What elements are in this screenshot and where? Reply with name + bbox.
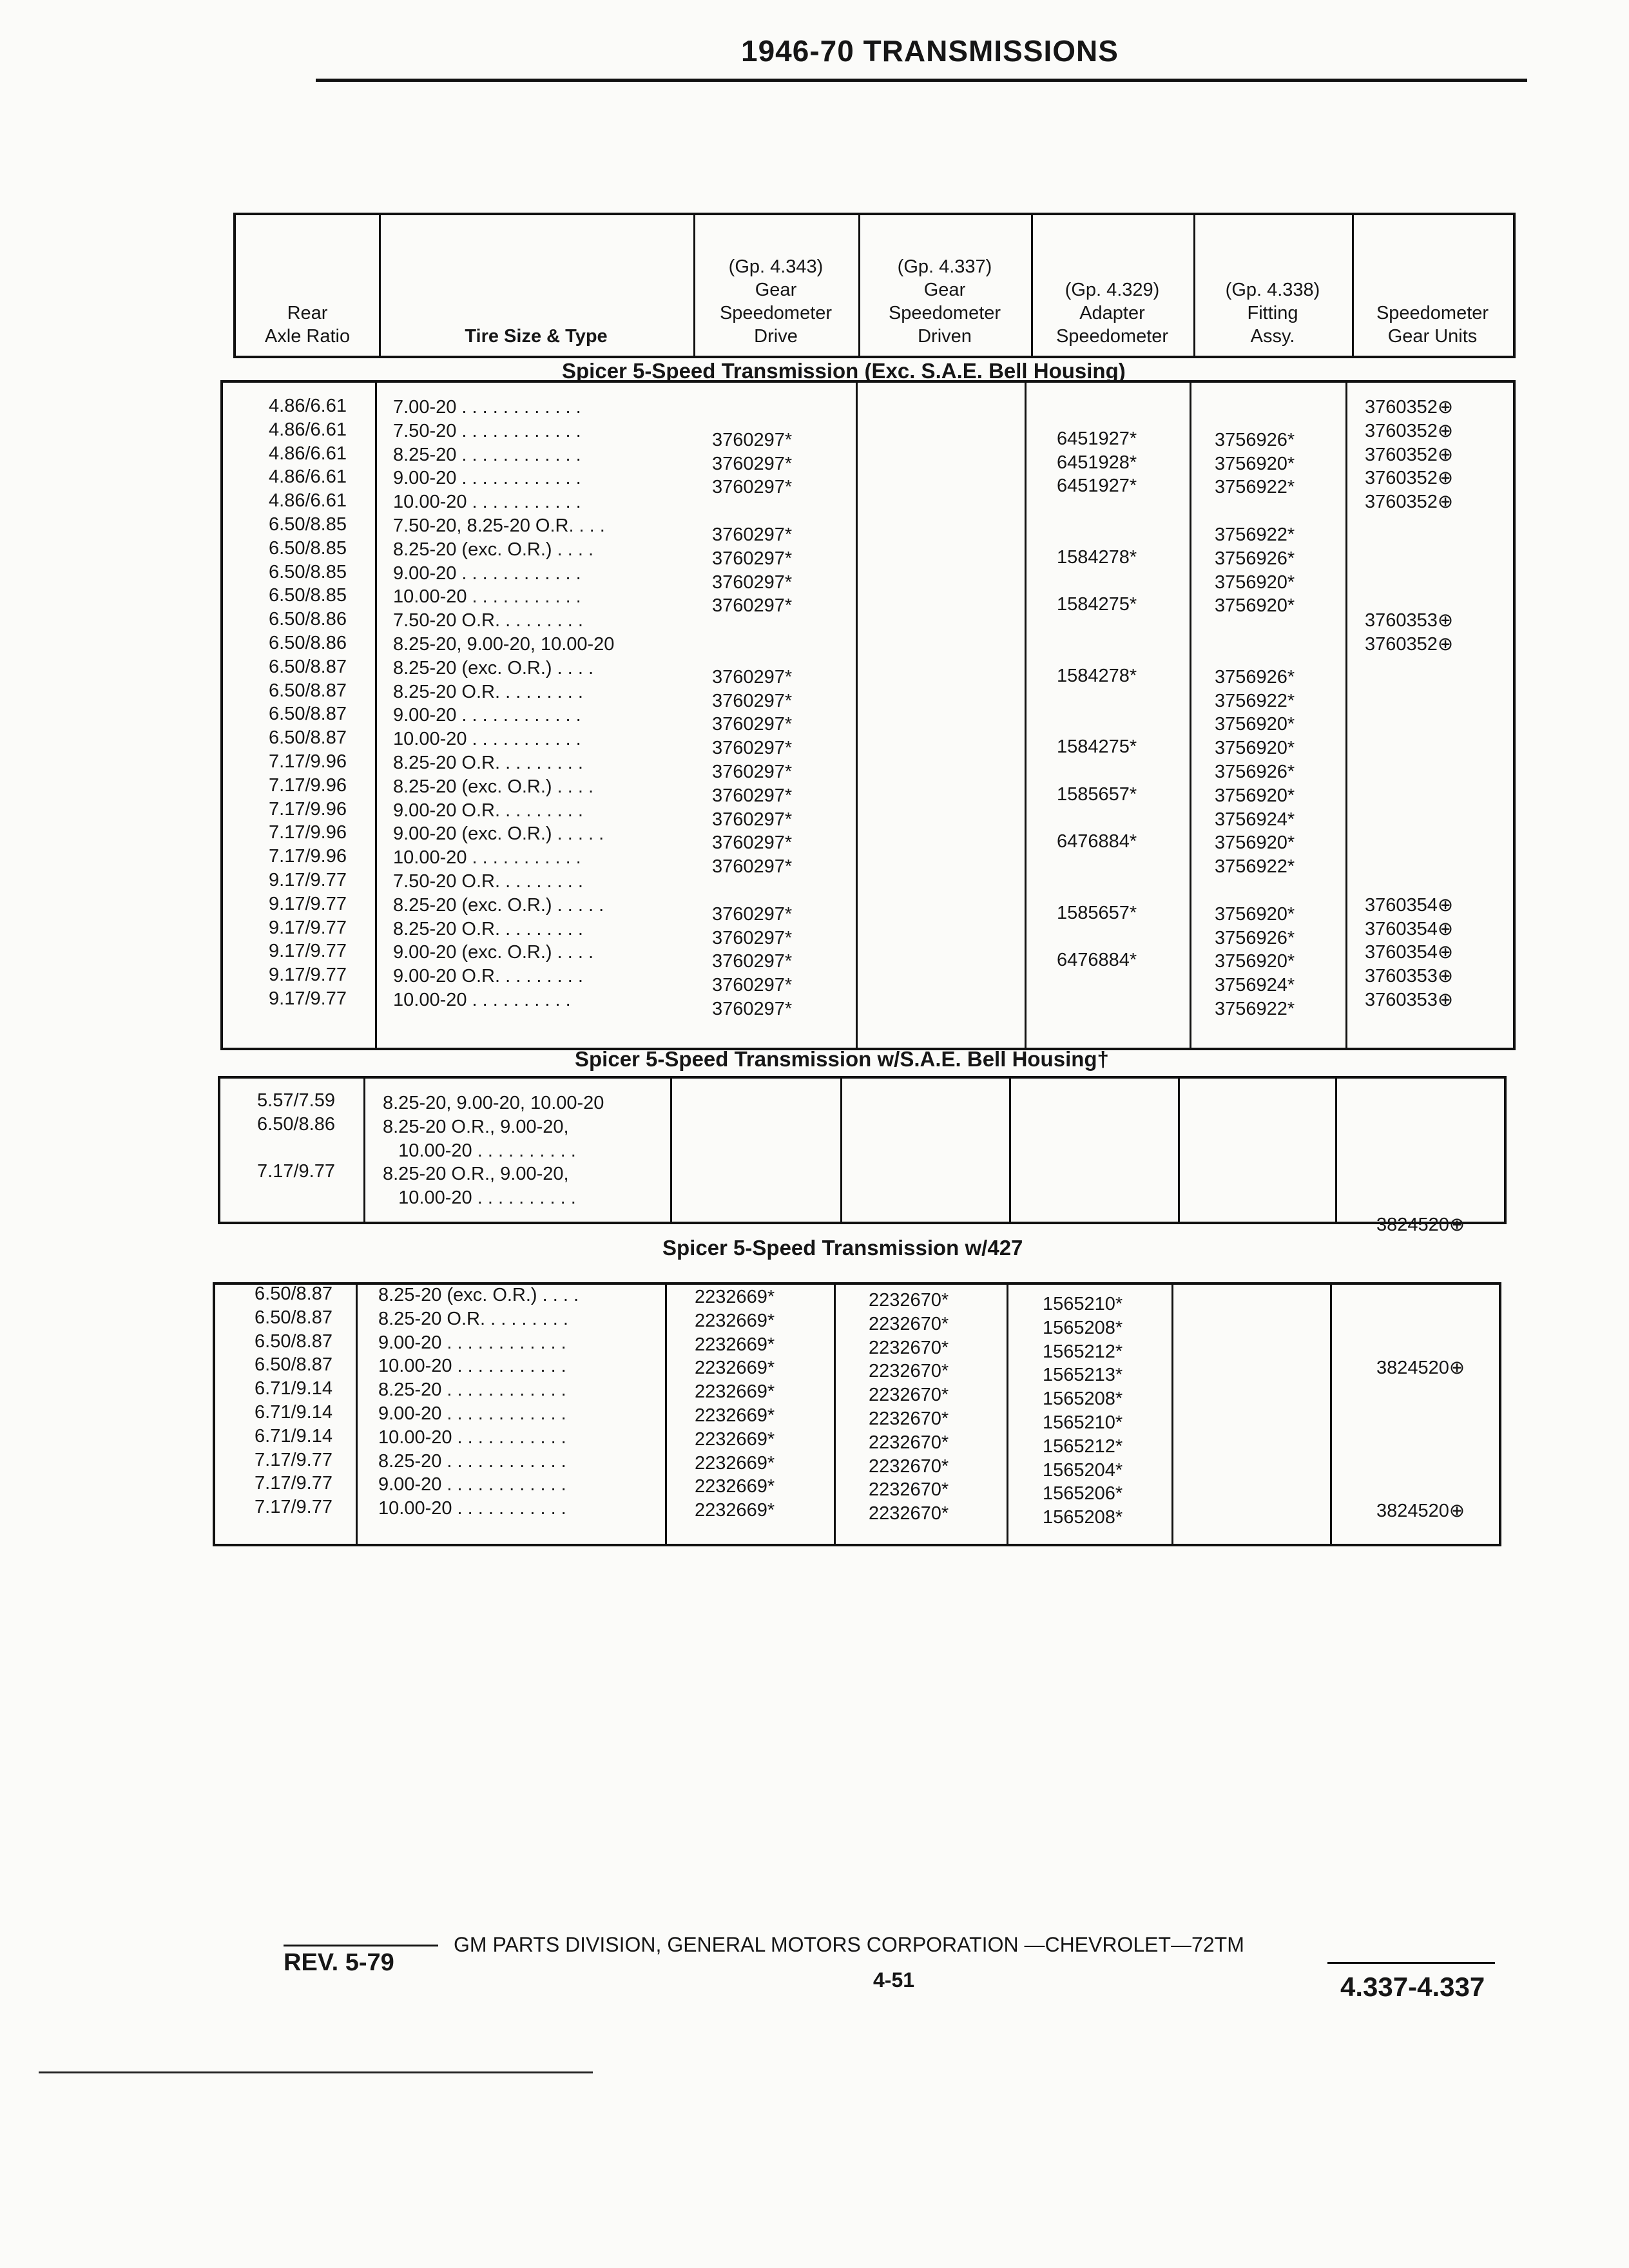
table-cell — [1057, 925, 1137, 949]
table-cell: 2232669* — [695, 1334, 775, 1355]
section-title-1: Spicer 5-Speed Transmission (Exc. S.A.E. Bell Housing) — [562, 359, 1126, 383]
table-cell: 10.00-20 . . . . . . . . . . . — [378, 1427, 566, 1448]
section-3-drive-column — [695, 1285, 775, 1523]
table-cell: 6.50/8.86 — [257, 1113, 335, 1135]
header-fitting: (Gp. 4.338) Fitting Assy. — [1225, 280, 1320, 347]
table-cell — [1057, 854, 1137, 878]
table-cell: 6451927* — [1057, 476, 1137, 497]
table-cell: 3756926* — [1215, 666, 1295, 687]
table-cell — [1057, 617, 1137, 640]
table-cell: 2232669* — [695, 1428, 775, 1450]
table-cell: 3760353⊕ — [1365, 989, 1454, 1010]
table-cell: 1584278* — [1057, 546, 1137, 568]
table-cell: 6.50/8.85 — [269, 561, 347, 582]
table-cell: 7.50-20, 8.25-20 O.R. . . . — [393, 515, 605, 536]
table-cell — [1215, 642, 1295, 666]
table-cell: 9.00-20 (exc. O.R.) . . . . . — [393, 823, 604, 845]
table-cell: 1565208* — [1043, 1507, 1123, 1528]
table-cell: 3760297* — [712, 738, 793, 759]
table-cell — [1057, 403, 1137, 427]
table-cell: 3760297* — [712, 524, 793, 545]
revision-label: REV. 5-79 — [284, 1949, 394, 1976]
table-cell: 8.25-20 O.R. . . . . . . . . — [393, 918, 583, 939]
table-cell — [1057, 711, 1137, 735]
title-rule — [316, 79, 1527, 82]
table-cell — [1057, 498, 1137, 522]
table-cell: 8.25-20 (exc. O.R.) . . . . . — [393, 894, 604, 916]
table-cell: 2232670* — [869, 1432, 949, 1453]
section-1-units-column — [1365, 396, 1453, 1012]
table-cell: 4.86/6.61 — [269, 419, 347, 440]
column-header — [233, 213, 1516, 358]
table-cell — [1365, 562, 1453, 586]
table-cell — [237, 1137, 335, 1160]
table-cell: 4.86/6.61 — [269, 396, 347, 416]
table-cell: 3756922* — [1215, 856, 1295, 878]
table-cell: 10.00-20 . . . . . . . . . . . — [393, 586, 581, 608]
header-rear-axle-ratio: Rear Axle Ratio — [264, 303, 351, 347]
table-cell — [1057, 640, 1137, 664]
table-cell: 7.17/9.77 — [257, 1161, 335, 1182]
table-cell — [1365, 775, 1453, 799]
table-cell: 6.50/8.85 — [269, 585, 347, 606]
table-cell: 1585657* — [1057, 783, 1137, 805]
table-cell: 1565213* — [1043, 1365, 1123, 1386]
table-cell: 10.00-20 . . . . . . . . . . . — [378, 1498, 566, 1519]
table-cell: 9.00-20 . . . . . . . . . . . . — [378, 1474, 566, 1495]
table-cell: 3756922* — [1215, 998, 1295, 1019]
table-cell: 3760297* — [712, 761, 793, 782]
table-cell: 6.50/8.87 — [269, 656, 347, 677]
table-cell: 2232669* — [695, 1381, 775, 1403]
table-cell: 2232670* — [869, 1503, 949, 1524]
table-cell: 1565204* — [1043, 1459, 1123, 1481]
table-cell: 1565208* — [1043, 1389, 1123, 1410]
table-cell: 3756926* — [1215, 761, 1295, 782]
table-cell — [1365, 680, 1453, 704]
table-cell: 3760352⊕ — [1365, 444, 1454, 465]
table-cell: 3756920* — [1215, 785, 1295, 806]
table-cell: 10.00-20 . . . . . . . . . . . — [393, 729, 581, 750]
table-cell: 10.00-20 . . . . . . . . . . — [393, 989, 571, 1010]
table-cell: 6.50/8.85 — [269, 514, 347, 535]
table-cell: 6.71/9.14 — [255, 1401, 333, 1423]
table-cell: 9.00-20 . . . . . . . . . . . . — [393, 705, 581, 726]
section-3-driven-column — [869, 1289, 949, 1526]
table-cell: 3760297* — [712, 998, 793, 1019]
table-cell: 3756924* — [1215, 975, 1295, 996]
table-cell: 6.71/9.14 — [255, 1425, 333, 1446]
table-cell — [712, 499, 792, 523]
table-cell: 2232669* — [695, 1452, 775, 1474]
bottom-rule — [39, 2071, 593, 2073]
table-cell: 3760354⊕ — [1365, 894, 1454, 916]
table-cell: 3760297* — [712, 785, 793, 806]
table-cell: 6.71/9.14 — [255, 1378, 333, 1399]
table-cell — [1215, 499, 1295, 523]
table-cell: 3760297* — [712, 927, 793, 948]
table-cell: 3756924* — [1215, 809, 1295, 830]
section-1-tire-column — [393, 396, 614, 1012]
header-gear-units: Speedometer Gear Units — [1376, 303, 1489, 347]
table-cell: 7.17/9.77 — [255, 1473, 333, 1494]
page-number: 4-51 — [873, 1968, 915, 1992]
table-cell: 3760297* — [712, 856, 793, 878]
table-cell: 8.25-20 O.R., 9.00-20, — [383, 1116, 569, 1137]
table-cell — [1057, 759, 1137, 783]
table-cell: 9.17/9.77 — [269, 917, 347, 938]
table-cell: 3760297* — [712, 903, 793, 925]
table-cell: 8.25-20 . . . . . . . . . . . . — [393, 444, 581, 465]
section-3-tire-column — [378, 1283, 579, 1521]
table-cell: 6.50/8.87 — [269, 680, 347, 701]
table-cell: 7.17/9.96 — [269, 846, 347, 867]
footer-rule-left — [284, 1945, 438, 1946]
table-cell: 9.00-20 . . . . . . . . . . . . — [378, 1332, 566, 1353]
table-cell: 8.25-20 (exc. O.R.) . . . . — [393, 776, 594, 797]
table-cell — [1057, 522, 1137, 546]
table-cell: 8.25-20 . . . . . . . . . . . . — [378, 1379, 566, 1401]
table-cell: 2232670* — [869, 1290, 949, 1311]
table-cell — [1057, 807, 1137, 831]
table-cell — [1215, 405, 1295, 428]
table-cell: 3760297* — [712, 975, 793, 996]
table-cell: 8.25-20 O.R., 9.00-20, — [383, 1164, 569, 1185]
table-cell: 6451927* — [1057, 428, 1137, 449]
table-cell: 7.50-20 O.R. . . . . . . . . — [393, 610, 583, 631]
table-cell: 9.17/9.77 — [269, 893, 347, 914]
table-cell: 3760354⊕ — [1365, 918, 1454, 939]
table-cell: 1565208* — [1043, 1317, 1123, 1338]
table-cell: 3760297* — [712, 690, 793, 711]
table-cell — [1365, 514, 1453, 538]
table-cell: 3760352⊕ — [1365, 633, 1454, 655]
table-cell: 2232669* — [695, 1358, 775, 1379]
section-2-ratio-column — [237, 1089, 335, 1207]
table-cell: 2232669* — [695, 1310, 775, 1331]
table-cell: 3760352⊕ — [1365, 397, 1454, 418]
header-tire-size: Tire Size & Type — [465, 326, 608, 347]
table-cell: 3756920* — [1215, 903, 1295, 925]
table-cell: 2232669* — [695, 1476, 775, 1497]
table-cell: 3760353⊕ — [1365, 610, 1454, 631]
table-cell: 3760353⊕ — [1365, 966, 1454, 987]
table-cell: 3760297* — [712, 429, 793, 450]
table-cell: 9.00-20 . . . . . . . . . . . . — [393, 468, 581, 489]
table-cell: 2232670* — [869, 1385, 949, 1406]
table-cell: 7.17/9.96 — [269, 822, 347, 843]
section-1-adapter-column — [1057, 403, 1137, 1020]
table-cell: 1584278* — [1057, 665, 1137, 686]
table-cell: 3760297* — [712, 548, 793, 569]
footer-text: GM PARTS DIVISION, GENERAL MOTORS CORPORATION —CHEVROLET—72TM — [454, 1933, 1244, 1956]
table-cell: 2232670* — [869, 1361, 949, 1382]
table-cell: 3756920* — [1215, 714, 1295, 735]
table-cell: 1565212* — [1043, 1341, 1123, 1362]
table-cell: 3756920* — [1215, 453, 1295, 474]
table-cell — [1057, 996, 1137, 1020]
table-cell: 9.17/9.77 — [269, 869, 347, 890]
table-cell: 7.17/9.96 — [269, 798, 347, 820]
table-cell — [712, 618, 792, 642]
table-cell: 8.25-20, 9.00-20, 10.00-20 — [383, 1093, 604, 1113]
table-cell — [712, 879, 792, 903]
table-cell: 6.50/8.87 — [255, 1283, 333, 1304]
table-cell: 3756920* — [1215, 738, 1295, 759]
table-cell: 2232670* — [869, 1313, 949, 1334]
table-cell: 2232669* — [695, 1500, 775, 1521]
table-cell — [1365, 704, 1453, 727]
table-cell: 9.17/9.77 — [269, 941, 347, 962]
section-1-fitting-column — [1215, 405, 1295, 1021]
table-cell: 3756922* — [1215, 524, 1295, 545]
table-cell — [1365, 822, 1453, 846]
table-cell: 9.00-20 O.R. . . . . . . . . — [393, 966, 583, 987]
table-cell: 9.00-20 . . . . . . . . . . . . — [393, 562, 581, 584]
table-cell — [1365, 585, 1453, 609]
table-cell: 9.17/9.77 — [269, 988, 347, 1009]
table-cell: 3760297* — [712, 477, 793, 498]
table-cell: 4.86/6.61 — [269, 466, 347, 488]
table-cell: 8.25-20 O.R. . . . . . . . . — [378, 1308, 568, 1329]
table-cell: 3756920* — [1215, 595, 1295, 617]
footer-rule-right — [1327, 1962, 1495, 1964]
table-cell — [1365, 538, 1453, 562]
table-cell: 2232670* — [869, 1479, 949, 1501]
table-cell: 3756920* — [1215, 951, 1295, 972]
table-cell: 7.50-20 . . . . . . . . . . . . — [393, 420, 581, 441]
section-3-ratio-column — [232, 1282, 333, 1519]
table-cell — [712, 405, 792, 428]
table-cell — [1365, 870, 1453, 894]
section-3-adapter-column — [1043, 1293, 1123, 1530]
table-cell — [1057, 878, 1137, 901]
table-cell: 3760297* — [712, 595, 793, 617]
table-cell — [1215, 879, 1295, 903]
table-cell: 3756922* — [1215, 477, 1295, 498]
table-cell: 6476884* — [1057, 950, 1137, 971]
table-cell: 3756922* — [1215, 690, 1295, 711]
table-cell: 6.50/8.87 — [255, 1307, 333, 1328]
table-cell: 7.17/9.96 — [269, 774, 347, 796]
table-cell: 7.00-20 . . . . . . . . . . . . — [393, 397, 581, 418]
section-1-drive-column — [712, 405, 792, 1021]
table-cell: 3756926* — [1215, 548, 1295, 569]
table-cell: 3760297* — [712, 666, 793, 687]
table-cell: 1565210* — [1043, 1294, 1123, 1314]
table-cell: 3760297* — [712, 453, 793, 474]
page-reference: 4.337-4.337 — [1340, 1972, 1485, 2002]
table-cell: 9.00-20 O.R. . . . . . . . . — [393, 800, 583, 821]
section-2-tire-column — [383, 1091, 604, 1210]
table-cell: 3756920* — [1215, 572, 1295, 593]
header-speedometer-driven: (Gp. 4.337) Gear Speedometer Driven — [888, 256, 1001, 347]
table-cell: 8.25-20, 9.00-20, 10.00-20 — [393, 633, 615, 655]
table-cell: 9.17/9.77 — [269, 965, 347, 986]
table-cell: 8.25-20 (exc. O.R.) . . . . — [393, 657, 594, 678]
table-cell: 2232670* — [869, 1337, 949, 1358]
table-cell: 2232669* — [695, 1405, 775, 1426]
table-cell: 3760352⊕ — [1365, 492, 1454, 513]
table-cell — [1057, 570, 1137, 593]
table-cell: 3760297* — [712, 572, 793, 593]
table-cell: 6.50/8.86 — [269, 609, 347, 630]
table-cell: 8.25-20 O.R. . . . . . . . . — [393, 752, 583, 773]
table-cell: 6.50/8.87 — [269, 704, 347, 725]
table-cell — [712, 642, 792, 666]
table-cell: 4.86/6.61 — [269, 490, 347, 512]
table-cell: 1565212* — [1043, 1436, 1123, 1457]
table-cell: 3760352⊕ — [1365, 468, 1454, 489]
table-cell — [1215, 618, 1295, 642]
table-cell: 7.17/9.77 — [255, 1449, 333, 1470]
table-cell: 1584275* — [1057, 594, 1137, 615]
table-cell — [237, 1184, 335, 1207]
table-cell: 4.86/6.61 — [269, 443, 347, 464]
table-cell: 3756926* — [1215, 927, 1295, 948]
table-cell: 8.25-20 . . . . . . . . . . . . — [378, 1450, 566, 1472]
table-cell: 10.00-20 . . . . . . . . . . . — [393, 847, 581, 869]
table-cell: 3756920* — [1215, 832, 1295, 854]
table-cell: 3760354⊕ — [1365, 942, 1454, 963]
table-cell: 7.17/9.77 — [255, 1497, 333, 1518]
table-cell — [1365, 799, 1453, 823]
table-cell: 3760352⊕ — [1365, 420, 1454, 441]
table-cell: 8.25-20 (exc. O.R.) . . . . — [393, 539, 594, 560]
table-cell: 8.25-20 (exc. O.R.) . . . . — [378, 1285, 579, 1305]
table-cell: 2232670* — [869, 1408, 949, 1429]
header-speedometer-drive: (Gp. 4.343) Gear Speedometer Drive — [719, 256, 833, 347]
table-cell: 3760297* — [712, 809, 793, 830]
section-2-units-column: 3824520⊕ 3824520⊕ 3824520⊕ — [1376, 1215, 1465, 1521]
page-title: 1946-70 TRANSMISSIONS — [741, 34, 1119, 68]
table-cell: 1584275* — [1057, 736, 1137, 758]
table-cell: 6.50/8.87 — [255, 1331, 333, 1352]
table-cell: 3760297* — [712, 714, 793, 735]
table-cell: 10.00-20 . . . . . . . . . . . — [378, 1356, 566, 1377]
table-cell: 6451928* — [1057, 452, 1137, 473]
table-cell: 6476884* — [1057, 831, 1137, 852]
table-cell: 8.25-20 O.R. . . . . . . . . — [393, 681, 583, 702]
table-cell: 6.50/8.87 — [269, 727, 347, 749]
header-adapter: (Gp. 4.329) Adapter Speedometer — [1055, 280, 1169, 347]
table-cell: 7.17/9.96 — [269, 751, 347, 772]
table-cell: 1565206* — [1043, 1483, 1123, 1504]
section-1-ratio-column — [253, 394, 347, 1011]
table-cell: 3760297* — [712, 951, 793, 972]
table-cell: 2232670* — [869, 1456, 949, 1477]
table-cell: 10.00-20 . . . . . . . . . . — [383, 1140, 576, 1161]
table-cell: 1585657* — [1057, 902, 1137, 923]
section-title-2: Spicer 5-Speed Transmission w/S.A.E. Bell Housing† — [575, 1047, 1109, 1071]
section-title-3: Spicer 5-Speed Transmission w/427 — [662, 1236, 1023, 1260]
table-cell: 2232669* — [695, 1287, 775, 1307]
table-cell — [1365, 657, 1453, 680]
table-cell: 10.00-20 . . . . . . . . . . — [383, 1187, 576, 1209]
table-cell: 3760297* — [712, 832, 793, 854]
table-cell — [1365, 846, 1453, 870]
table-cell: 9.00-20 (exc. O.R.) . . . . — [393, 942, 594, 963]
table-cell: 6.50/8.86 — [269, 632, 347, 653]
table-cell: 3756926* — [1215, 429, 1295, 450]
table-cell: 6.50/8.87 — [255, 1354, 333, 1376]
table-cell — [1057, 688, 1137, 712]
table-cell: 1565210* — [1043, 1412, 1123, 1433]
table-cell: 10.00-20 . . . . . . . . . . . — [393, 492, 581, 513]
table-cell — [1057, 972, 1137, 996]
table-cell: 5.57/7.59 — [257, 1090, 335, 1111]
table-cell — [1365, 727, 1453, 751]
table-cell: 6.50/8.85 — [269, 537, 347, 559]
table-cell: 7.50-20 O.R. . . . . . . . . — [393, 870, 583, 892]
table-cell: 9.00-20 . . . . . . . . . . . . — [378, 1403, 566, 1424]
table-cell — [1365, 751, 1453, 775]
